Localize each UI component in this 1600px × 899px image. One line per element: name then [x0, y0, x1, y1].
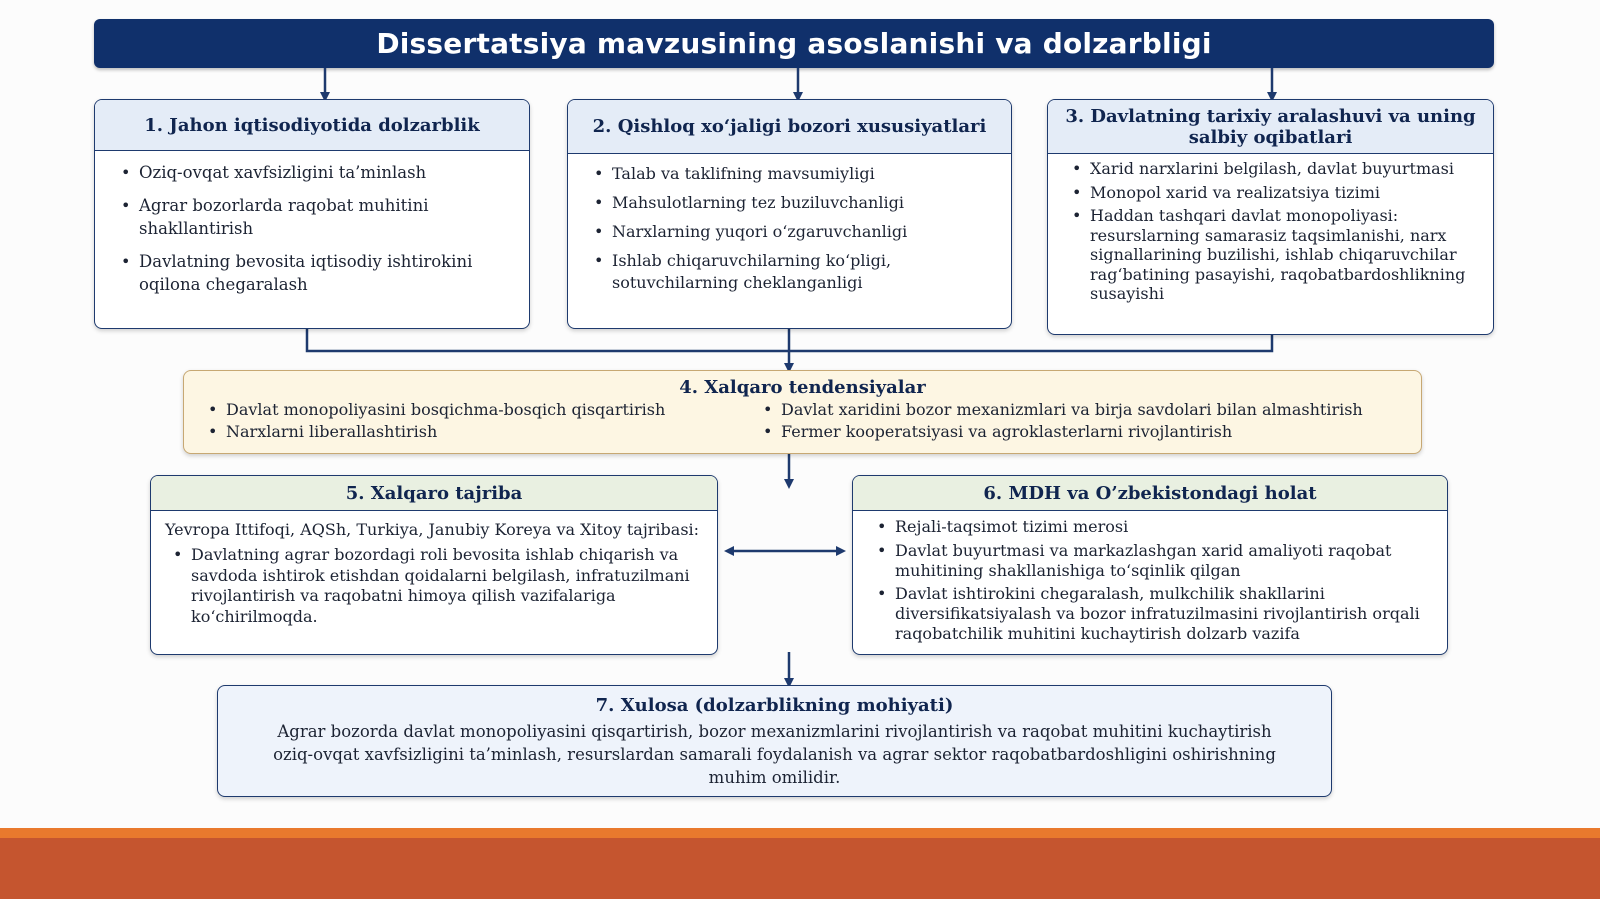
box7-header: 7. Xulosa (dolzarblikning mohiyati) — [595, 695, 954, 716]
box5-list — [151, 541, 717, 627]
list-item: • Davlatning agrar bozordagi roli bevosita ishlab chiqarish va savdoda ishtirok etishdan qoidalarni belgilash, infratuzilmani rivojlantirish va raqobatni himoya qilish vazifalariga ko‘chirilmoqda. — [169, 545, 705, 627]
box1-list — [95, 151, 529, 296]
box5-intro: Yevropa Ittifoqi, AQSh, Turkiya, Janubiy Koreya va Xitoy tajribasi: — [165, 520, 700, 539]
box4-list-right — [759, 399, 1403, 443]
box-global-relevance — [94, 99, 530, 329]
list-item: • Davlat xaridini bozor mexanizmlari va birja savdolari bilan almashtirish — [759, 399, 1403, 421]
list-item: • Haddan tashqari davlat monopoliyasi: resurslarning samarasiz taqsimlanishi, narx signallarining buzilishi, ishlab chiqaruvchilar rag‘batining pasayishi, raqobatbardoshlikning susayishi — [1068, 206, 1481, 304]
list-item: • Narxlarning yuqori o‘zgaruvchanligi — [590, 221, 997, 243]
box1-header: 1. Jahon iqtisodiyotida dolzarblik — [95, 100, 529, 151]
diagram-title-bar — [94, 19, 1494, 68]
list-item: • Oziq-ovqat xavfsizligini ta’minlash — [117, 161, 513, 184]
footer-band — [0, 828, 1600, 899]
box7-text: Agrar bozorda davlat monopoliyasini qisqartirish, bozor mexanizmlarini rivojlantirish va raqobat muhitini kuchaytirish oziq-ovqat xavfsizligini ta’minlash, resurslardan samarali foydalanish va agrar sektor raqobatbardoshligini oshirishning muhim omilidir. — [273, 722, 1276, 787]
list-item: • Rejali-taqsimot tizimi merosi — [873, 517, 1435, 537]
box4-list-left — [204, 399, 759, 443]
box3-header: 3. Davlatning tarixiy aralashuvi va uning salbiy oqibatlari — [1048, 100, 1493, 154]
list-item: • Talab va taklifning mavsumiyligi — [590, 163, 997, 185]
list-item: • Davlatning bevosita iqtisodiy ishtirokini oqilona chegaralash — [117, 250, 513, 296]
box2-list — [568, 154, 1011, 294]
list-item: • Narxlarni liberallashtirish — [204, 421, 759, 443]
box4-header: 4. Xalqaro tendensiyalar — [679, 377, 926, 398]
list-item: • Davlat ishtirokini chegaralash, mulkchilik shakllarini diversifikatsiyalash va bozor infratuzilmasini rivojlantirish orqali raqobatchilik muhitini kuchaytirish dolzarb vazifa — [873, 584, 1435, 643]
list-item: • Mahsulotlarning tez buziluvchanligi — [590, 192, 997, 214]
box-agri-market-features — [567, 99, 1012, 329]
title-to-box-arrows — [325, 68, 1272, 97]
box3-list — [1048, 154, 1493, 304]
list-item: • Fermer kooperatsiyasi va agroklasterlarni rivojlantirish — [759, 421, 1403, 443]
box-historical-intervention — [1047, 99, 1494, 335]
list-item: • Davlat monopoliyasini bosqichma-bosqich qisqartirish — [204, 399, 759, 421]
box4-columns — [184, 399, 1421, 443]
box6-list — [853, 511, 1447, 644]
box2-header: 2. Qishloq xo‘jaligi bozori xususiyatlari — [568, 100, 1011, 154]
box6-header: 6. MDH va O’zbekistondagi holat — [853, 476, 1447, 511]
diagram-title: Dissertatsiya mavzusining asoslanishi va dolzarbligi — [376, 27, 1212, 60]
list-item: • Agrar bozorlarda raqobat muhitini shakllantirish — [117, 194, 513, 240]
box-cis-uzbekistan-situation — [852, 475, 1448, 655]
box-international-trends — [183, 370, 1422, 454]
box-international-experience — [150, 475, 718, 655]
list-item: • Davlat buyurtmasi va markazlashgan xarid amaliyoti raqobat muhitining shakllanishiga to‘sqinlik qilgan — [873, 541, 1435, 581]
list-item: • Monopol xarid va realizatsiya tizimi — [1068, 183, 1481, 203]
list-item: • Ishlab chiqaruvchilarning ko‘pligi, sotuvchilarning cheklanganligi — [590, 250, 997, 294]
box5-header: 5. Xalqaro tajriba — [151, 476, 717, 511]
list-item: • Xarid narxlarini belgilash, davlat buyurtmasi — [1068, 159, 1481, 179]
box-conclusion — [217, 685, 1332, 797]
